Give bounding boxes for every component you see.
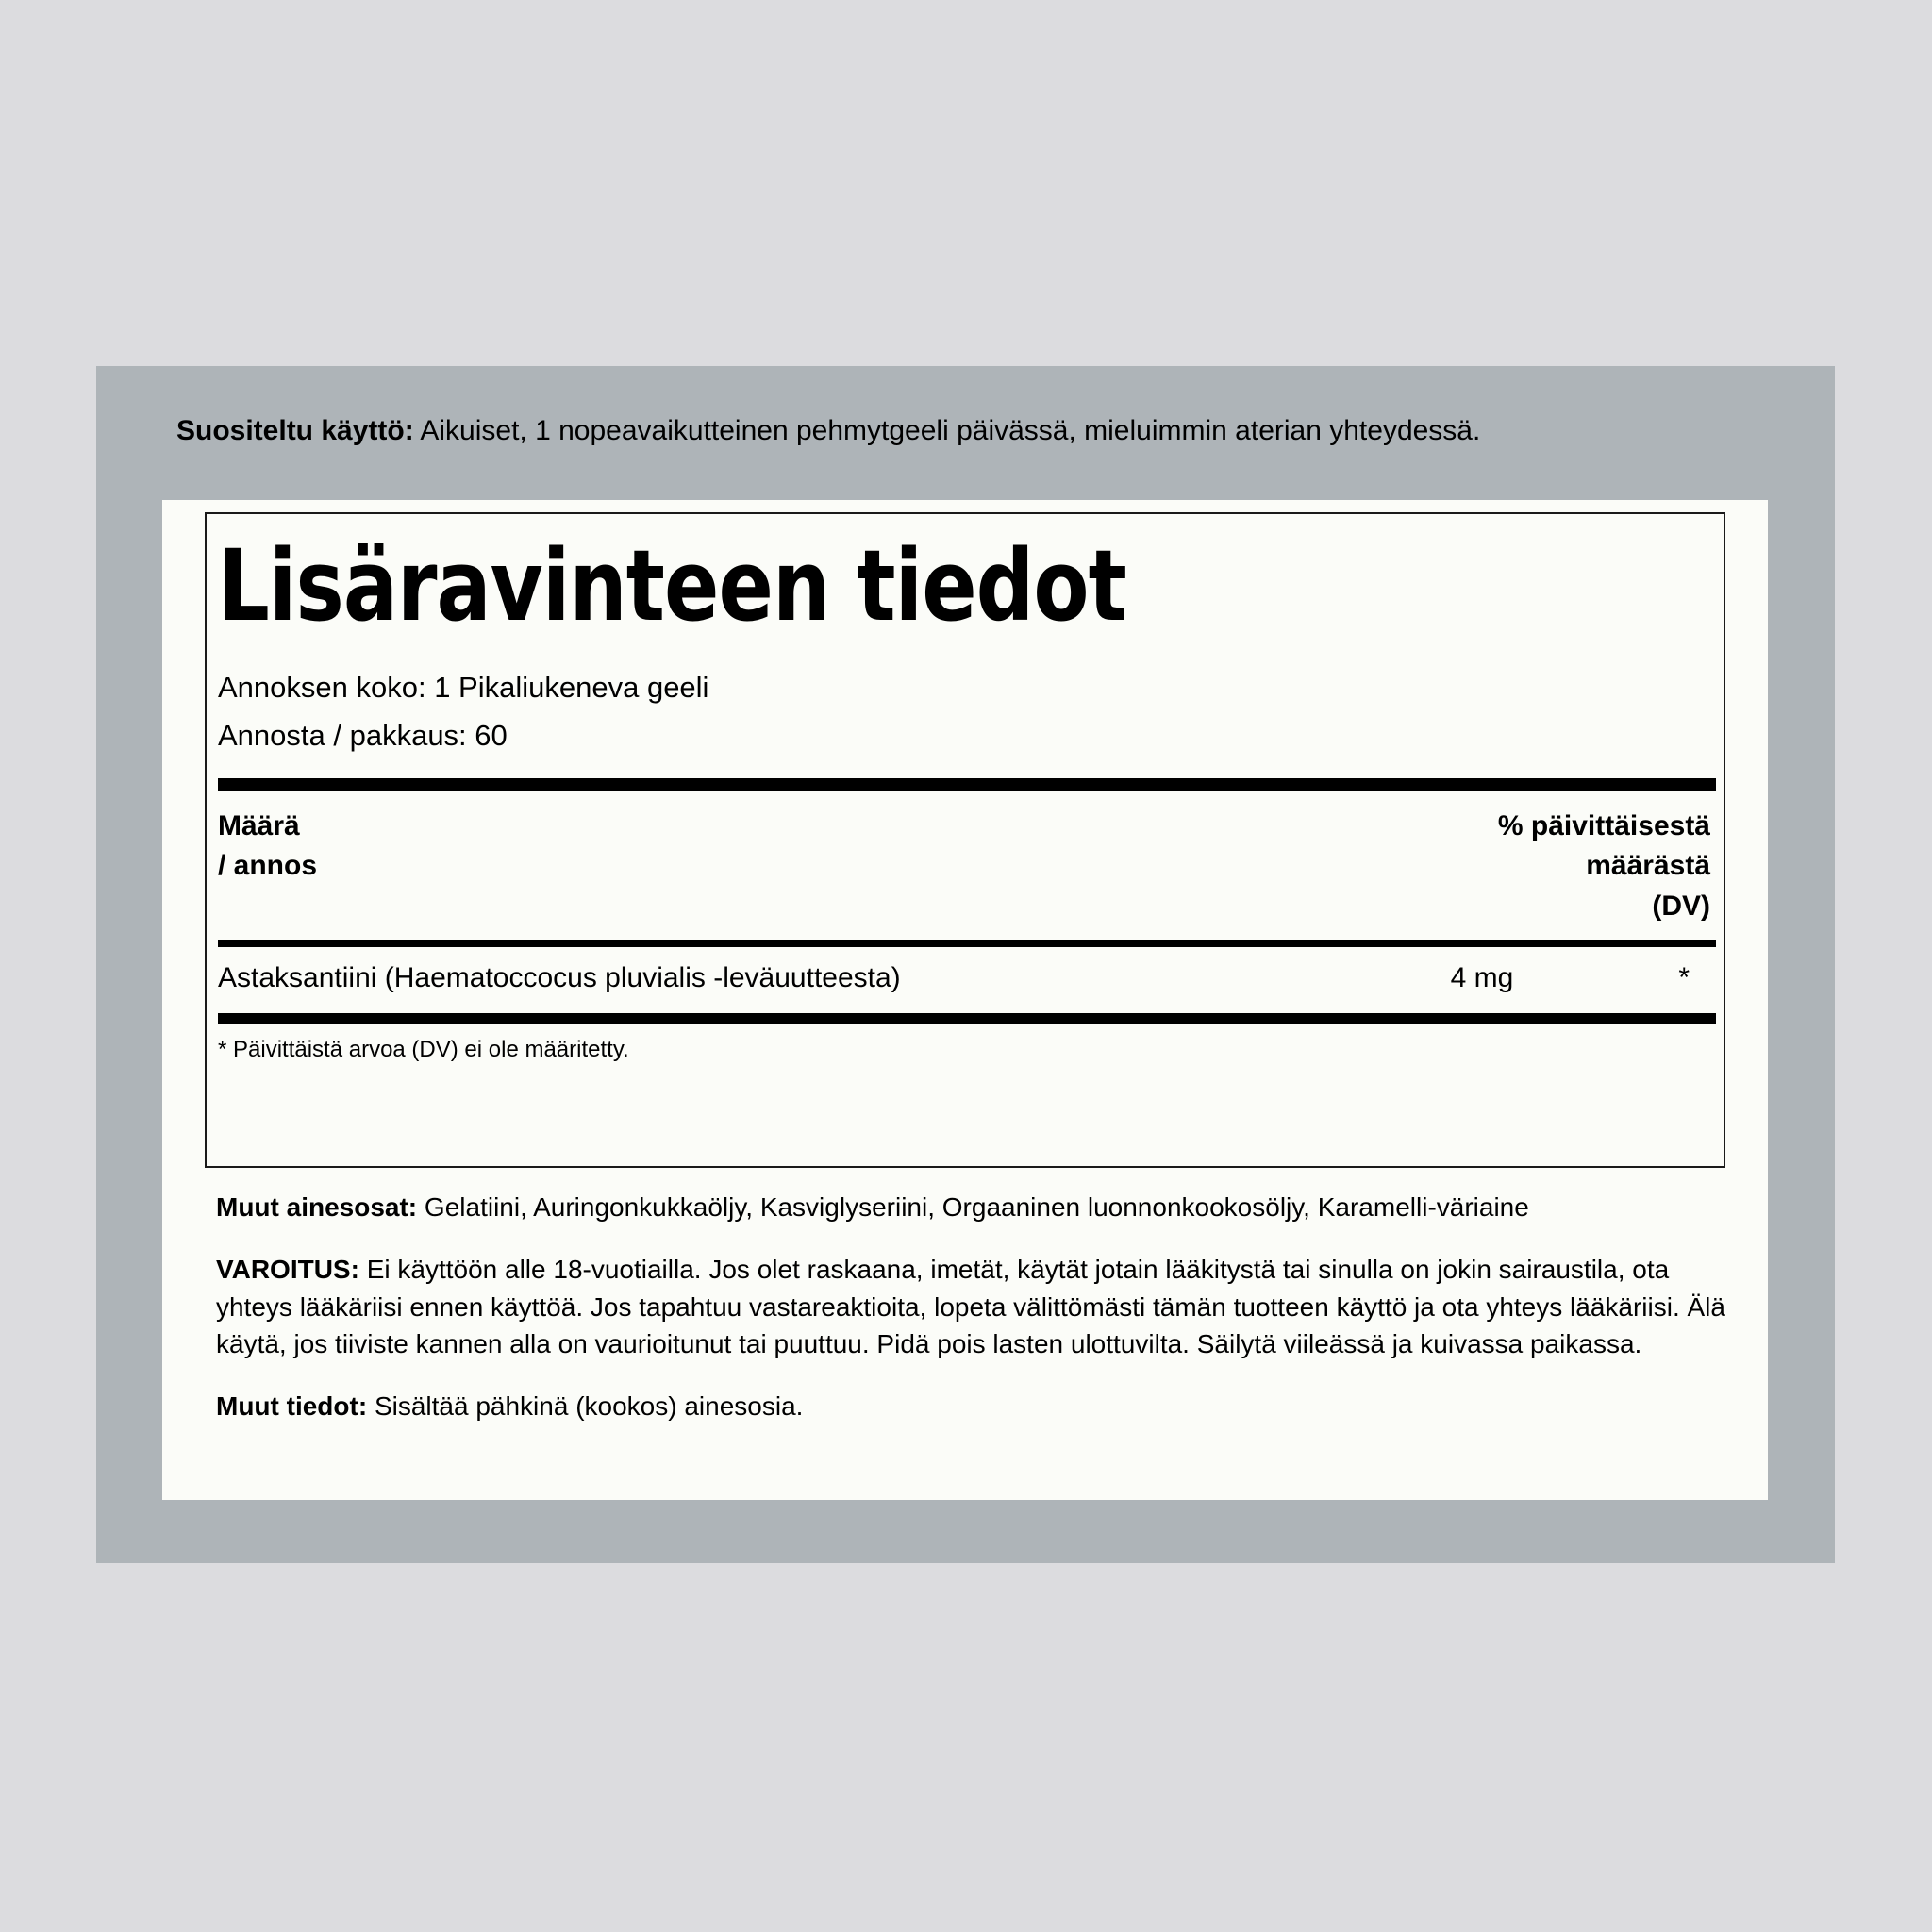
- other-info-text: Sisältää pähkinä (kookos) ainesosia.: [367, 1391, 804, 1421]
- amount-per-serving-header: [218, 807, 317, 887]
- warning-text: Ei käyttöön alle 18-vuotiailla. Jos olet raskaana, imetät, käytät jotain lääkitystä tai sinulla on jokin sairaustila, ota yhteys lääkäriisi ennen käyttöä. Jos tapahtuu vastareaktioita, lopeta välittömästi tämän tuotteen käyttö ja ota yhteys lääkäriisi. Älä käytä, jos tiiviste kannen alla on vaurioitunut tai puuttuu. Pidä pois lasten ulottuvilta. Säilytä viileässä ja kuivassa paikassa.: [216, 1254, 1725, 1359]
- warning-paragraph: [216, 1251, 1725, 1363]
- nutrient-daily-value: *: [1678, 961, 1690, 993]
- dv-header-line2: määrästä: [1586, 850, 1710, 882]
- nutrient-name: Astaksantiini (Haematoccocus pluvialis -leväuutteesta): [218, 961, 901, 993]
- supplement-facts-box: [205, 512, 1725, 1168]
- suggested-use-text: Aikuiset, 1 nopeavaikutteinen pehmytgeeli päivässä, mieluimmin aterian yhteydessä.: [413, 415, 1481, 446]
- rule-thick-top: [218, 778, 1716, 791]
- suggested-use-line: [176, 413, 1771, 449]
- label-gray-panel: [96, 366, 1835, 1563]
- rule-medium: [218, 940, 1716, 947]
- supplement-facts-inner: [218, 514, 1712, 1063]
- amount-header-line1: Määrä: [218, 809, 300, 841]
- other-info-label: Muut tiedot:: [216, 1391, 368, 1421]
- other-info-paragraph: [216, 1388, 1725, 1425]
- dv-header-line1: % päivittäisestä: [1497, 809, 1710, 841]
- rule-thick-bottom: [218, 1013, 1716, 1024]
- warning-label: VAROITUS:: [216, 1254, 359, 1284]
- suggested-use-label: Suositeltu käyttö:: [176, 415, 414, 446]
- supplement-facts-title: Lisäravinteen tiedot: [218, 528, 1126, 643]
- other-ingredients-label: Muut ainesosat:: [216, 1192, 418, 1222]
- amount-header-line2: / annos: [218, 850, 318, 882]
- serving-size-line: Annoksen koko: 1 Pikaliukeneva geeli: [218, 671, 709, 704]
- servings-per-container-line: Annosta / pakkaus: 60: [218, 718, 508, 752]
- other-ingredients-text: Gelatiini, Auringonkukkaöljy, Kasviglyseriini, Orgaaninen luonnonkookosöljy, Karamelli-väriaine: [417, 1192, 1529, 1222]
- daily-value-header: [1498, 807, 1710, 927]
- facts-table-header: [218, 791, 1712, 940]
- dv-header-line3: (DV): [1652, 891, 1710, 923]
- table-row: [218, 947, 1712, 1013]
- label-white-card: [162, 500, 1768, 1500]
- other-ingredients-paragraph: [216, 1189, 1725, 1226]
- nutrient-amount: 4 mg: [1450, 961, 1514, 993]
- daily-value-footnote: * Päivittäistä arvoa (DV) ei ole määritetty.: [218, 1036, 629, 1062]
- label-body-text: [216, 1189, 1725, 1425]
